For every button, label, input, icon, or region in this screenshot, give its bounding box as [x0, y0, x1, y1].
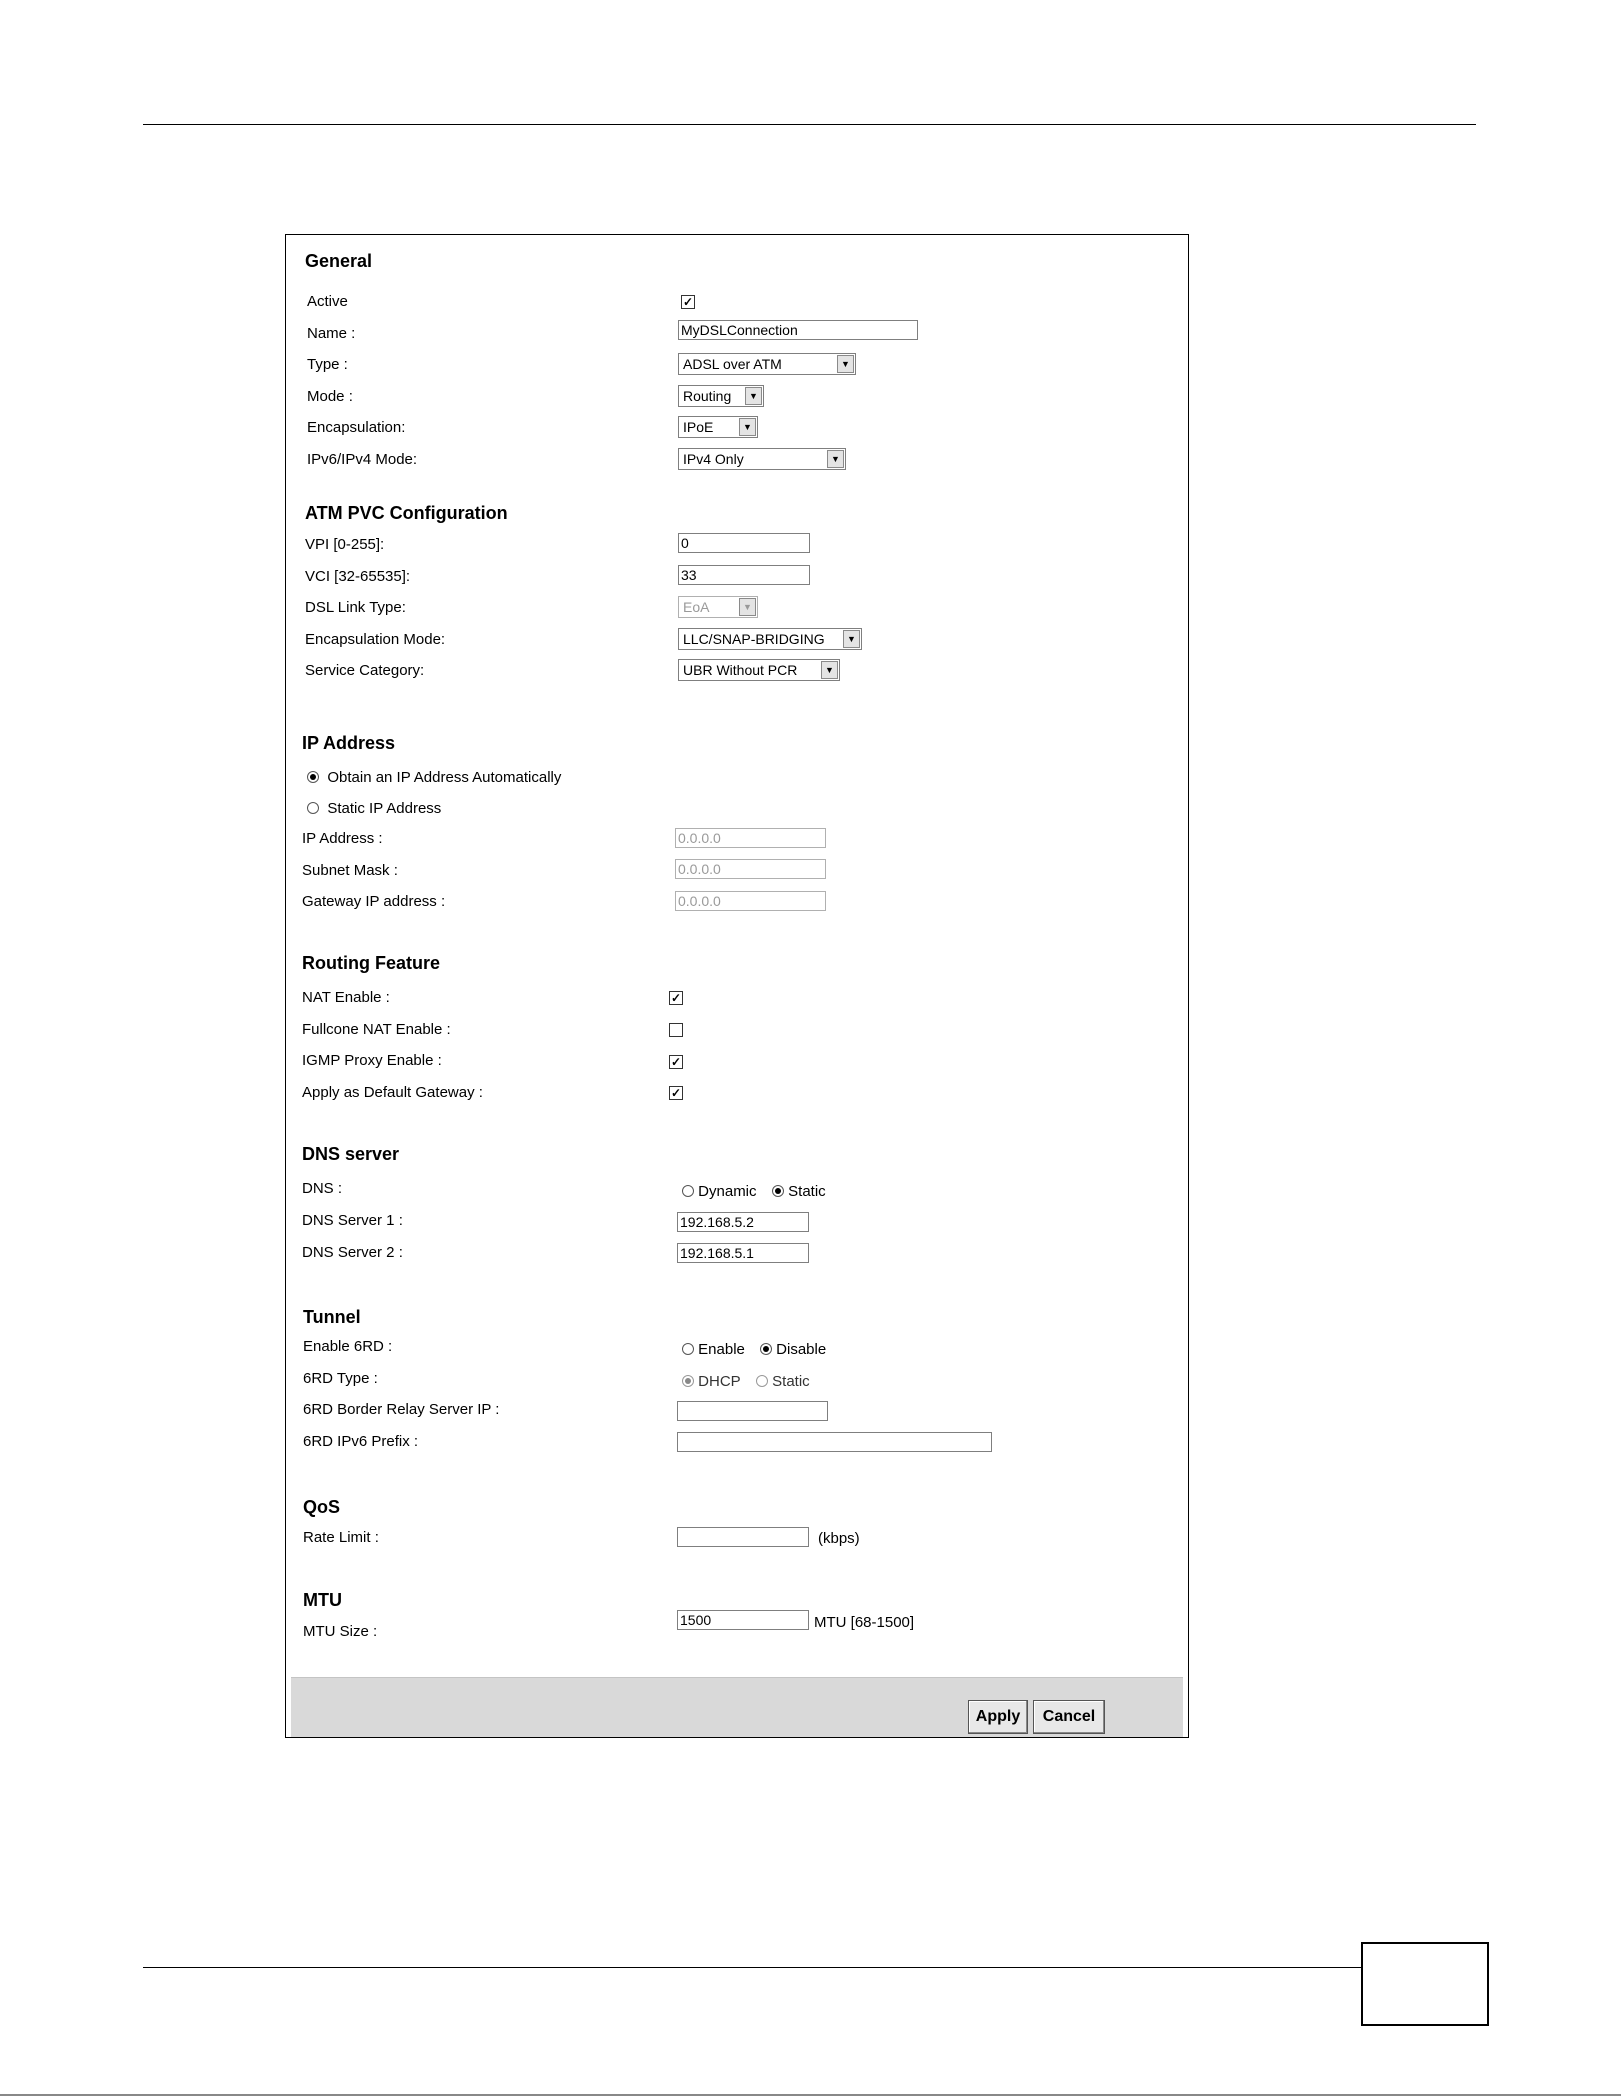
fullcone-nat-label: Fullcone NAT Enable : — [302, 1021, 451, 1038]
link-type-select[interactable] — [678, 596, 758, 618]
encap-mode-select-value: LLC/SNAP-BRIDGING — [683, 631, 825, 647]
chevron-down-icon: ▼ — [745, 387, 762, 405]
ip-mode-select-value: IPv4 Only — [683, 451, 744, 467]
vpi-label: VPI [0-255]: — [305, 536, 385, 553]
section-title-dns: DNS server — [302, 1144, 400, 1164]
type-select[interactable] — [678, 353, 856, 375]
service-category-select[interactable] — [678, 659, 840, 681]
dns-dynamic-option[interactable] — [682, 1183, 757, 1200]
mtu-size-unit: MTU [68-1500] — [814, 1614, 915, 1631]
encapsulation-select-value: IPoE — [683, 419, 714, 435]
6rd-static-option[interactable] — [756, 1373, 810, 1390]
dns-static-option[interactable] — [772, 1183, 826, 1200]
mtu-size-label: MTU Size : — [303, 1623, 378, 1640]
igmp-proxy-checkbox[interactable]: ✓ — [670, 1055, 682, 1069]
dns-dynamic-label: Dynamic — [698, 1183, 757, 1200]
chevron-down-icon: ▼ — [739, 418, 756, 436]
active-checkbox[interactable]: ✓ — [682, 295, 694, 309]
section-title-qos: QoS — [303, 1497, 341, 1517]
section-title-routing: Routing Feature — [302, 953, 440, 973]
apply-button[interactable]: Apply — [968, 1700, 1028, 1734]
name-label: Name : — [307, 325, 356, 342]
type-label: Type : — [307, 356, 348, 373]
default-gateway-label: Apply as Default Gateway : — [302, 1084, 483, 1101]
6rd-dhcp-label: DHCP — [698, 1373, 741, 1390]
ip-mode-select[interactable] — [678, 448, 846, 470]
encap-mode-select[interactable] — [678, 628, 862, 650]
subnet-mask-label: Subnet Mask : — [302, 862, 398, 879]
default-gateway-checkbox[interactable]: ✓ — [670, 1086, 682, 1100]
dns-server1-label: DNS Server 1 : — [302, 1212, 403, 1229]
link-type-label: DSL Link Type: — [305, 599, 406, 616]
6rd-disable-label: Disable — [776, 1341, 827, 1358]
radio-selected-icon — [772, 1185, 784, 1197]
section-title-general: General — [305, 251, 373, 271]
subnet-mask-input[interactable] — [675, 859, 826, 879]
dns-server2-input[interactable] — [677, 1243, 809, 1263]
enable-6rd-label: Enable 6RD : — [303, 1338, 393, 1355]
6rd-relay-label: 6RD Border Relay Server IP : — [303, 1401, 500, 1418]
nat-enable-checkbox[interactable]: ✓ — [670, 991, 682, 1005]
cancel-button[interactable]: Cancel — [1033, 1700, 1105, 1734]
chevron-down-icon: ▼ — [821, 661, 838, 679]
header-rule — [143, 124, 1476, 125]
6rd-relay-input[interactable] — [677, 1401, 828, 1421]
6rd-disable-option[interactable] — [760, 1341, 826, 1358]
chevron-down-icon: ▼ — [739, 598, 756, 616]
type-select-value: ADSL over ATM — [683, 356, 782, 372]
nat-enable-label: NAT Enable : — [302, 989, 390, 1006]
section-title-atm: ATM PVC Configuration — [305, 503, 508, 523]
ip-auto-option[interactable] — [307, 769, 561, 786]
link-type-select-value: EoA — [683, 599, 710, 615]
6rd-type-label: 6RD Type : — [303, 1370, 378, 1387]
fullcone-nat-checkbox[interactable] — [669, 1023, 683, 1037]
dns-server2-label: DNS Server 2 : — [302, 1244, 403, 1261]
encapsulation-select[interactable] — [678, 416, 758, 438]
section-title-ip: IP Address — [302, 733, 396, 753]
page-bottom-rule — [0, 2094, 1621, 2096]
gateway-input[interactable] — [675, 891, 826, 911]
encapsulation-label: Encapsulation: — [307, 419, 406, 436]
mode-select-value: Routing — [683, 388, 732, 404]
ip-static-option[interactable] — [307, 800, 441, 817]
dns-server1-input[interactable] — [677, 1212, 809, 1232]
wan-settings-panel — [285, 234, 1189, 1738]
section-title-mtu: MTU — [303, 1590, 342, 1610]
igmp-proxy-label: IGMP Proxy Enable : — [302, 1052, 442, 1069]
gateway-label: Gateway IP address : — [302, 893, 446, 910]
dns-static-label: Static — [788, 1183, 826, 1200]
rate-limit-input[interactable] — [677, 1527, 809, 1547]
vpi-input[interactable] — [678, 533, 810, 553]
mtu-size-input[interactable] — [677, 1610, 809, 1630]
vci-label: VCI [32-65535]: — [305, 568, 411, 585]
ip-static-label: Static IP Address — [327, 800, 442, 817]
chevron-down-icon: ▼ — [837, 355, 854, 373]
chevron-down-icon: ▼ — [827, 450, 844, 468]
footer-rule — [143, 1967, 1361, 1968]
chevron-down-icon: ▼ — [843, 630, 860, 648]
radio-selected-icon — [682, 1375, 694, 1387]
ip-address-input[interactable] — [675, 828, 826, 848]
radio-selected-icon — [307, 771, 319, 783]
6rd-prefix-input[interactable] — [677, 1432, 992, 1452]
vci-input[interactable] — [678, 565, 810, 585]
radio-unselected-icon — [756, 1375, 768, 1387]
6rd-dhcp-option[interactable] — [682, 1373, 741, 1390]
name-input[interactable] — [678, 320, 918, 340]
active-label: Active — [307, 293, 348, 310]
service-category-label: Service Category: — [305, 662, 425, 679]
radio-unselected-icon — [682, 1185, 694, 1197]
encap-mode-label: Encapsulation Mode: — [305, 631, 446, 648]
ip-auto-label: Obtain an IP Address Automatically — [327, 769, 562, 786]
6rd-enable-label: Enable — [698, 1341, 745, 1358]
rate-limit-label: Rate Limit : — [303, 1529, 379, 1546]
mode-select[interactable] — [678, 385, 764, 407]
ip-address-label: IP Address : — [302, 830, 383, 847]
6rd-prefix-label: 6RD IPv6 Prefix : — [303, 1433, 419, 1450]
section-title-tunnel: Tunnel — [303, 1307, 361, 1327]
ip-mode-label: IPv6/IPv4 Mode: — [307, 451, 418, 468]
service-category-select-value: UBR Without PCR — [683, 662, 798, 678]
6rd-static-label: Static — [772, 1373, 810, 1390]
radio-unselected-icon — [307, 802, 319, 814]
page-number-box — [1361, 1942, 1489, 2026]
mode-label: Mode : — [307, 388, 353, 405]
rate-limit-unit: (kbps) — [818, 1530, 860, 1547]
radio-unselected-icon — [682, 1343, 694, 1355]
radio-selected-icon — [760, 1343, 772, 1355]
dns-label: DNS : — [302, 1180, 343, 1197]
6rd-enable-option[interactable] — [682, 1341, 745, 1358]
